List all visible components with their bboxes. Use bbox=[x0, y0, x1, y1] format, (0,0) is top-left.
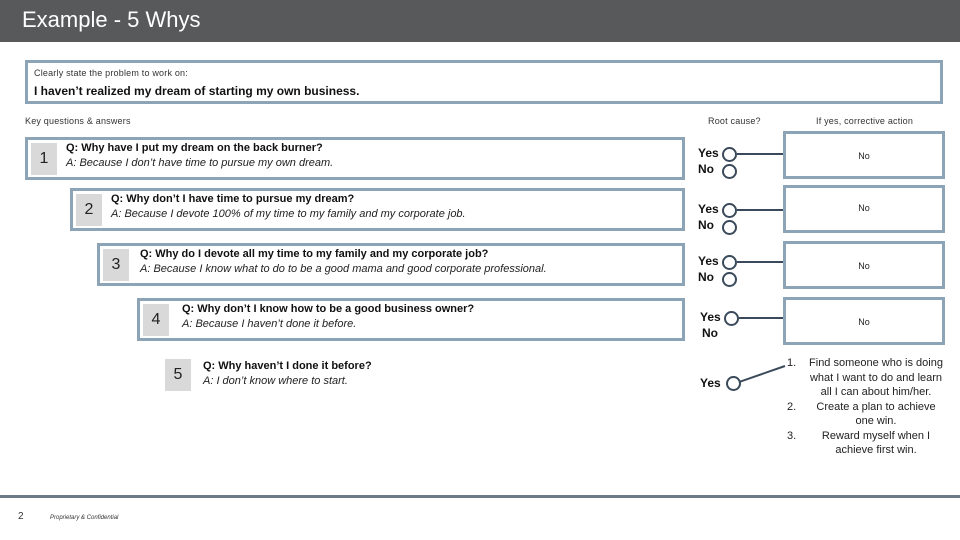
root-cause-choice-2 bbox=[698, 201, 719, 233]
no-label: No bbox=[698, 218, 714, 232]
no-label: No bbox=[702, 326, 718, 340]
why-answer: A: I don’t know where to start. bbox=[203, 375, 348, 387]
footer-divider bbox=[0, 495, 960, 498]
questions-header: Key questions & answers bbox=[25, 116, 131, 126]
page-number: 2 bbox=[18, 511, 24, 522]
problem-statement: I haven’t realized my dream of starting my own business. bbox=[34, 84, 360, 98]
yes-label: Yes bbox=[700, 310, 721, 324]
why-answer: A: Because I devote 100% of my time to my family and my corporate job. bbox=[111, 208, 466, 220]
yes-label: Yes bbox=[698, 254, 719, 268]
title-bar bbox=[0, 0, 960, 42]
action-box-2 bbox=[783, 185, 945, 233]
yes-connector-circle bbox=[722, 255, 737, 270]
action-text: No bbox=[858, 203, 870, 213]
list-item: 2. Create a plan to achieve one win. bbox=[787, 400, 936, 427]
action-box-1 bbox=[783, 131, 945, 179]
root-cause-choice-4 bbox=[700, 309, 721, 341]
final-action-list bbox=[787, 356, 945, 458]
yes-connector-circle bbox=[722, 203, 737, 218]
why-box-4 bbox=[137, 298, 685, 341]
root-cause-choice-1 bbox=[698, 145, 719, 177]
why-answer: A: Because I don’t have time to pursue my own dream. bbox=[66, 157, 334, 169]
why-number: 4 bbox=[143, 304, 169, 336]
why-question: Q: Why haven’t I done it before? bbox=[203, 360, 372, 372]
connector-line bbox=[737, 209, 783, 211]
connector-line bbox=[737, 261, 783, 263]
why-question: Q: Why don’t I have time to pursue my dream? bbox=[111, 193, 355, 205]
why-box-1 bbox=[25, 137, 685, 180]
action-text: No bbox=[858, 261, 870, 271]
yes-label: Yes bbox=[700, 376, 721, 390]
root-cause-header: Root cause? bbox=[708, 116, 761, 126]
why-number: 3 bbox=[103, 249, 129, 281]
no-connector-circle bbox=[722, 164, 737, 179]
why-answer: A: Because I know what to do to be a good mama and good corporate professional. bbox=[140, 263, 547, 275]
problem-label: Clearly state the problem to work on: bbox=[34, 68, 188, 78]
no-label: No bbox=[698, 162, 714, 176]
why-box-3 bbox=[97, 243, 685, 286]
yes-label: Yes bbox=[698, 146, 719, 160]
list-item: 3. Reward myself when I achieve first win. bbox=[787, 429, 931, 456]
connector-arrow-line bbox=[739, 365, 787, 385]
no-connector-circle bbox=[722, 220, 737, 235]
why-box-5 bbox=[162, 354, 685, 397]
corrective-action-header: If yes, corrective action bbox=[816, 116, 914, 126]
action-box-3 bbox=[783, 241, 945, 289]
yes-label: Yes bbox=[698, 202, 719, 216]
why-question: Q: Why have I put my dream on the back burner? bbox=[66, 142, 323, 154]
list-item: 1. Find someone who is doing what I want to do and learn all I can about him/her. bbox=[787, 357, 943, 398]
root-cause-choice-3 bbox=[698, 253, 719, 285]
action-text: No bbox=[858, 151, 870, 161]
why-question: Q: Why do I devote all my time to my family and my corporate job? bbox=[140, 248, 489, 260]
confidential-note: Proprietary & Confidential bbox=[50, 515, 119, 521]
connector-line bbox=[739, 317, 783, 319]
why-answer: A: Because I haven’t done it before. bbox=[182, 318, 357, 330]
why-number: 5 bbox=[165, 359, 191, 391]
why-number: 1 bbox=[31, 143, 57, 175]
no-connector-circle bbox=[722, 272, 737, 287]
why-box-2 bbox=[70, 188, 685, 231]
slide-title: Example - 5 Whys bbox=[22, 7, 201, 32]
connector-line bbox=[737, 153, 783, 155]
problem-box bbox=[25, 60, 943, 104]
why-number: 2 bbox=[76, 194, 102, 226]
action-box-4 bbox=[783, 297, 945, 345]
no-label: No bbox=[698, 270, 714, 284]
root-cause-choice-5 bbox=[700, 375, 721, 391]
connector-circle bbox=[724, 311, 739, 326]
yes-connector-circle bbox=[722, 147, 737, 162]
action-text: No bbox=[858, 317, 870, 327]
why-question: Q: Why don’t I know how to be a good business owner? bbox=[182, 303, 475, 315]
